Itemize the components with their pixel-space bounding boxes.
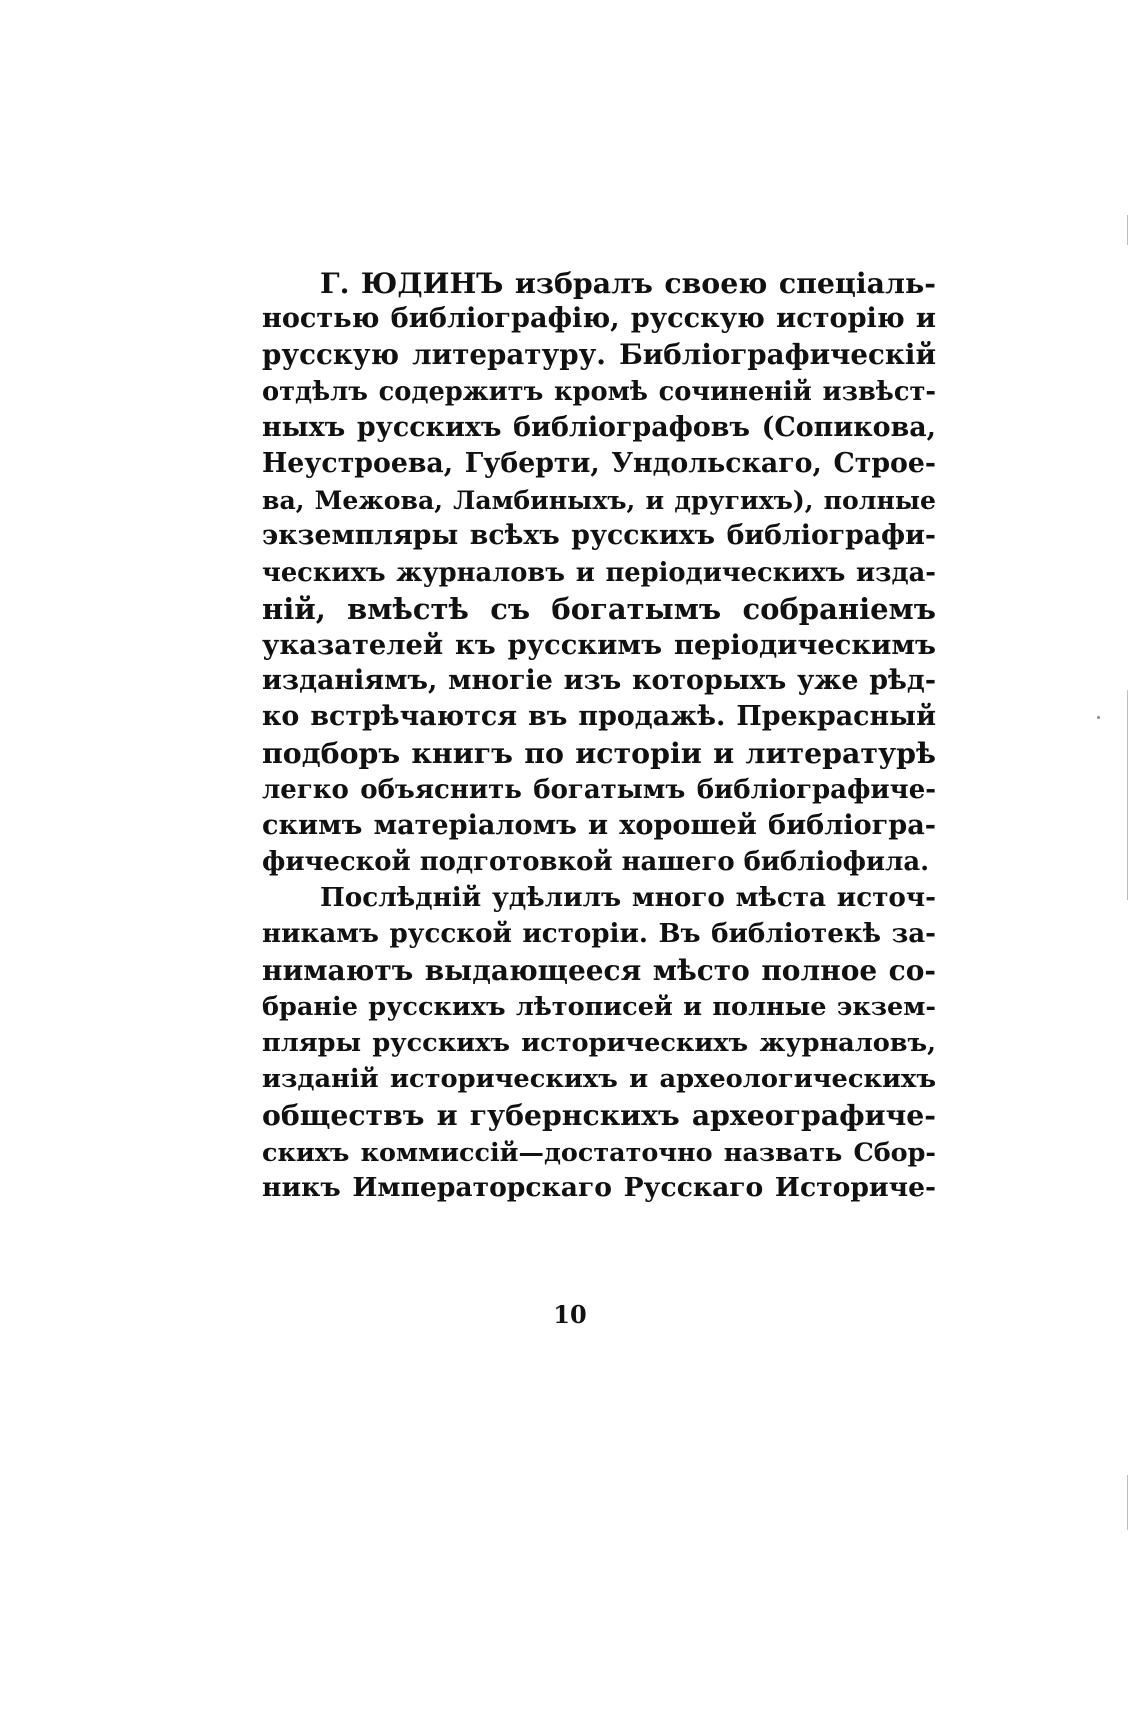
text-line: фической подготовкой нашего библіофила. xyxy=(262,847,930,877)
text-line: изданій историческихъ и археологическихъ xyxy=(262,1064,936,1095)
scan-edge-mark xyxy=(1127,215,1128,245)
scan-speck xyxy=(1097,716,1100,719)
text-line: Неустроева, Губерти, Ундольскаго, Строе- xyxy=(262,447,936,479)
text-line: скихъ коммиссій—достаточно назвать Сбор- xyxy=(262,1136,936,1167)
paragraph-1 xyxy=(262,265,936,880)
text-line: русскую литературу. Библіографическій xyxy=(262,338,936,372)
paragraph-2 xyxy=(262,880,936,1206)
text-line: ческихъ журналовъ и періодическихъ изда- xyxy=(262,557,936,588)
text-line: обществъ и губернскихъ археографиче- xyxy=(262,1098,936,1133)
text-line: ній, вмѣстѣ съ богатымъ собраніемъ xyxy=(262,591,936,626)
text-line: никъ Императорскаго Русскаго Историче- xyxy=(262,1171,936,1203)
text-line: подборъ книгъ по исторіи и литературѣ xyxy=(262,736,936,771)
text-line: ко встрѣчаются въ продажѣ. Прекрасный xyxy=(262,701,936,733)
text-line: Послѣдній удѣлилъ много мѣста источ- xyxy=(320,882,936,914)
text-line: отдѣлъ содержитъ кромѣ сочиненій извѣст- xyxy=(262,376,936,407)
scan-edge-mark xyxy=(1127,1475,1128,1530)
text-line: ныхъ русскихъ библіографовъ (Сопикова, xyxy=(262,411,936,443)
text-line: легко объяснить богатымъ библіографиче- xyxy=(262,774,936,805)
text-line: ва, Межова, Ламбиныхъ, и другихъ), полные xyxy=(262,485,936,516)
text-line: ностью библіографію, русскую исторію и xyxy=(262,303,936,335)
text-line: изданіямъ, многіе изъ которыхъ уже рѣд- xyxy=(262,665,936,697)
text-line: указателей къ русскимъ періодическимъ xyxy=(262,628,936,661)
text-line: нимаютъ выдающееся мѣсто полное со- xyxy=(262,953,936,987)
text-line: пляры русскихъ историческихъ журналовъ, xyxy=(262,1027,936,1058)
text-line: никамъ русской исторіи. Въ библіотекѣ за- xyxy=(262,918,936,950)
page-number: 10 xyxy=(553,1300,587,1329)
text-line: Г. ЮДИНЪ избралъ своею спеціаль- xyxy=(320,266,936,300)
text-line: экземпляры всѣхъ русскихъ библіографи- xyxy=(262,520,936,552)
scan-edge-mark xyxy=(1127,690,1128,900)
text-line: скимъ матеріаломъ и хорошей библіогра- xyxy=(262,809,936,841)
body-text xyxy=(262,265,936,1206)
text-line: браніе русскихъ лѣтописей и полные экзем- xyxy=(262,991,936,1022)
